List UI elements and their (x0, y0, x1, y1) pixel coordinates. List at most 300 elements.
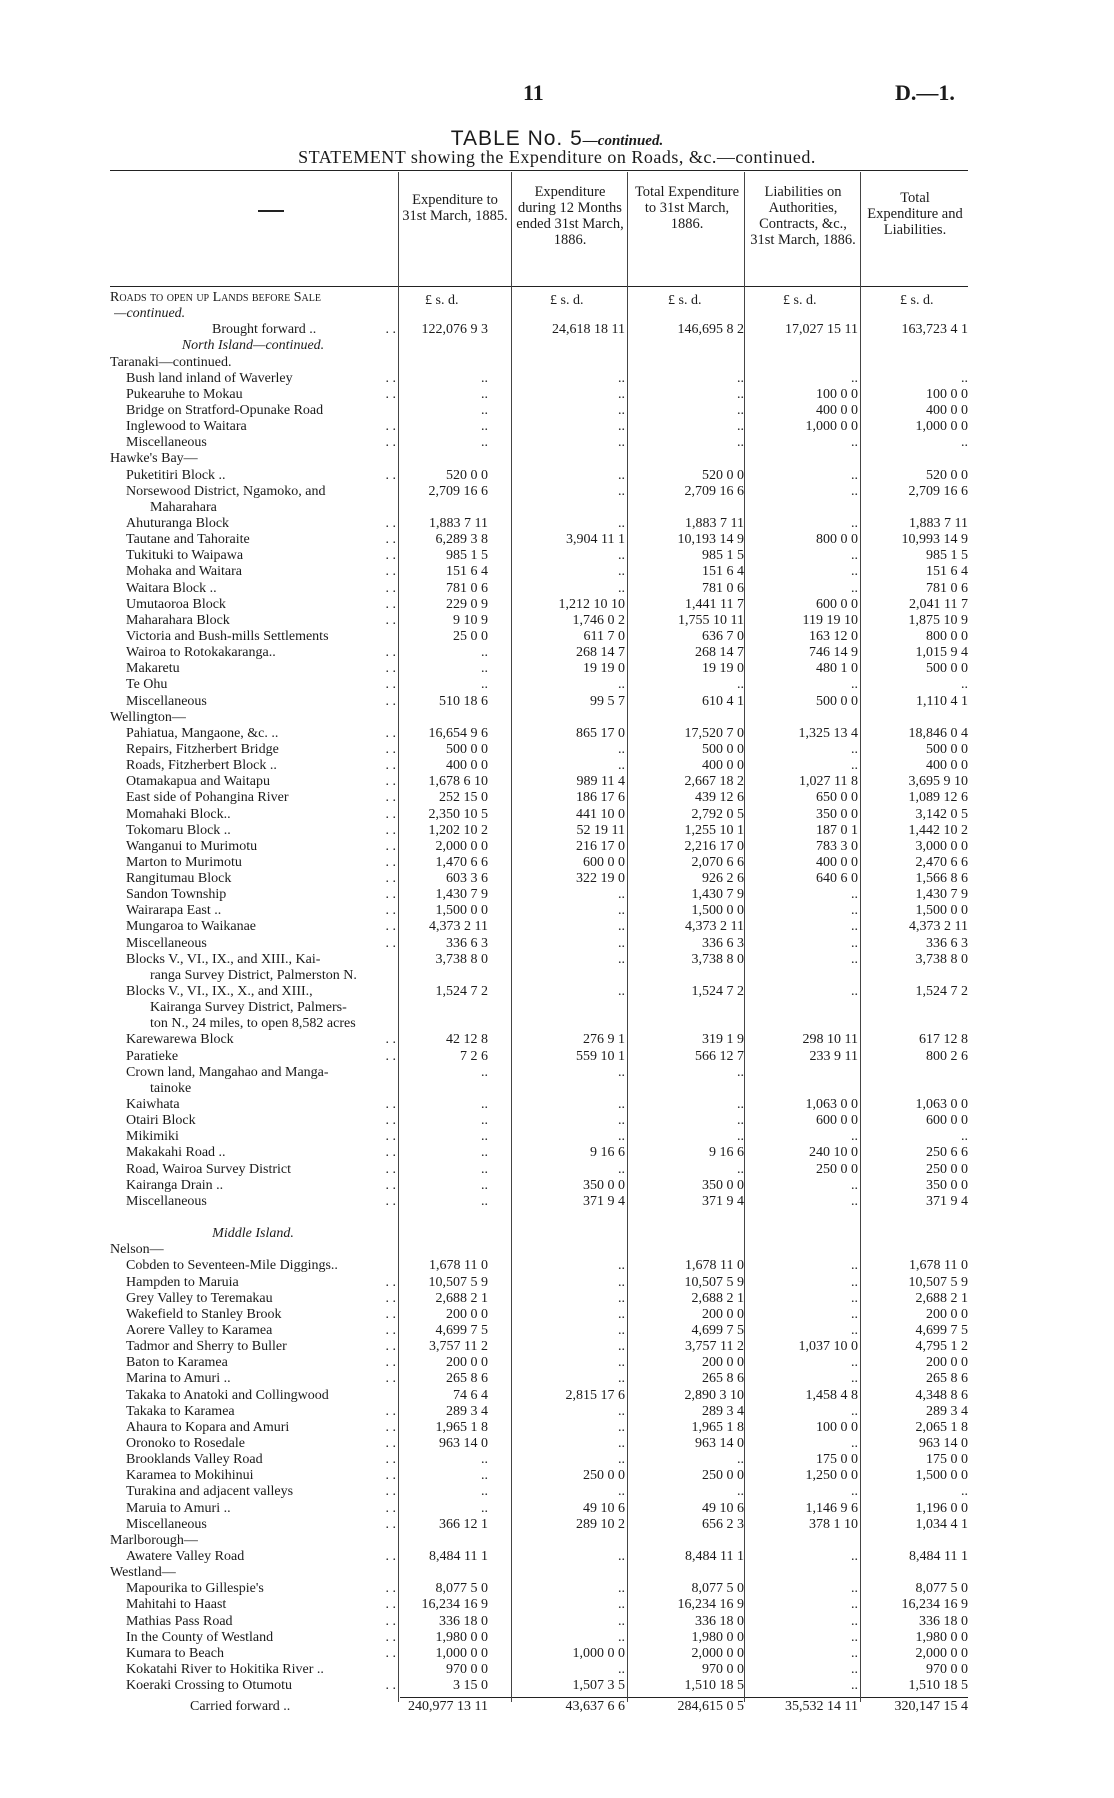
row-label (150, 500, 434, 516)
table-row (0, 677, 1114, 693)
row-label (126, 403, 396, 419)
table-row (0, 371, 1114, 387)
row-label-text: Crown land, Mangahao and Manga- (126, 1064, 329, 1080)
cell-value: 963 14 0 (919, 1435, 968, 1451)
row-label (212, 322, 396, 338)
cell-value: 250 6 6 (926, 1145, 968, 1161)
row-label (126, 629, 396, 645)
cell-value: 500 0 0 (926, 661, 968, 677)
cell-value: 187 0 1 (816, 822, 858, 838)
row-label (126, 1178, 396, 1194)
cell-value: 400 0 0 (816, 854, 858, 870)
cell-value: .. (618, 419, 625, 435)
cell-value: .. (851, 1371, 858, 1387)
row-label (126, 952, 396, 968)
row-label (126, 1097, 396, 1113)
cell-value: .. (618, 1548, 625, 1564)
table-row (0, 1081, 1114, 1097)
cell-value: .. (851, 1193, 858, 1209)
leader-dots: . . (385, 580, 396, 596)
cell-value: 1,883 7 11 (685, 515, 744, 531)
cell-value: .. (737, 402, 744, 418)
cell-value: 1,430 7 9 (691, 887, 744, 903)
cell-value: .. (618, 1129, 625, 1145)
row-label (126, 1501, 396, 1517)
row-label-text: Otairi Block (126, 1113, 196, 1129)
cell-value: 2,688 2 1 (915, 1290, 968, 1306)
row-label-text: Mapourika to Gillespie's (126, 1581, 264, 1597)
carried-forward-value: 43,637 6 6 (565, 1699, 625, 1714)
cell-value: 4,373 2 11 (429, 919, 488, 935)
cell-value: .. (618, 1113, 625, 1129)
row-label (126, 726, 396, 742)
cell-value: 985 1 5 (926, 548, 968, 564)
table-row (0, 403, 1114, 419)
cell-value: 2,000 0 0 (915, 1645, 968, 1661)
cell-value: 336 6 3 (926, 935, 968, 951)
cell-value: 400 0 0 (816, 402, 858, 418)
cell-value: 650 0 0 (816, 790, 858, 806)
table-row (0, 484, 1114, 500)
cell-value: 636 7 0 (702, 628, 744, 644)
cell-value: 8,077 5 0 (691, 1581, 744, 1597)
cell-value: 336 6 3 (446, 935, 488, 951)
leader-dots: . . (385, 677, 396, 693)
cell-value: 250 0 0 (926, 1161, 968, 1177)
cell-value: .. (851, 1129, 858, 1145)
row-label-text: Miscellaneous (126, 935, 207, 951)
cell-value: 1,965 1 8 (435, 1419, 488, 1435)
table-row (0, 1178, 1114, 1194)
row-label (126, 1468, 396, 1484)
row-label (126, 1145, 396, 1161)
table-row (0, 419, 1114, 435)
table-row (0, 903, 1114, 919)
table-subtitle: STATEMENT showing the Expenditure on Roads, &c.—continued. (298, 147, 816, 167)
header-top-rule (110, 170, 968, 171)
cell-value: .. (737, 1452, 744, 1468)
cell-value: 265 8 6 (702, 1371, 744, 1387)
leader-dots: . . (385, 774, 396, 790)
row-label-text: Bush land inland of Waverley (126, 370, 293, 386)
cell-value: 559 10 1 (576, 1048, 625, 1064)
leader-dots: . . (385, 1581, 396, 1597)
cell-value: 1,000 0 0 (915, 419, 968, 435)
cell-value: 8,484 11 1 (685, 1548, 744, 1564)
leader-dots: . . (385, 1516, 396, 1532)
table-row (0, 1291, 1114, 1307)
row-label-text: Puketitiri Block .. (126, 467, 226, 483)
cell-value: 10,993 14 9 (901, 532, 968, 548)
row-label-text: Tautane and Tahoraite (126, 532, 250, 548)
table-row (0, 968, 1114, 984)
cell-value: .. (851, 887, 858, 903)
cell-value: 1,255 10 1 (684, 822, 744, 838)
cell-value: 336 18 0 (919, 1613, 968, 1629)
row-label (126, 1323, 396, 1339)
row-label (126, 387, 396, 403)
cell-value: 1,524 7 2 (435, 984, 488, 1000)
cell-value: 16,234 16 9 (421, 1597, 488, 1613)
row-label (126, 613, 396, 629)
cell-value: 19 19 0 (702, 661, 744, 677)
row-label (126, 484, 396, 500)
row-label-text: Ahaura to Kopara and Amuri (126, 1419, 290, 1435)
table-row (0, 1404, 1114, 1420)
cell-value: 1,430 7 9 (435, 887, 488, 903)
cell-value: 9 16 6 (709, 1145, 744, 1161)
row-label (126, 823, 396, 839)
row-label (126, 774, 396, 790)
table-row (0, 645, 1114, 661)
leader-dots: . . (385, 1323, 396, 1338)
cell-value: 1,000 0 0 (805, 419, 858, 435)
row-label (126, 1662, 396, 1678)
row-label-text: Oronoko to Rosedale (126, 1435, 245, 1451)
cell-value: .. (851, 1613, 858, 1629)
cell-value: 1,965 1 8 (691, 1419, 744, 1435)
cell-value: 366 12 1 (439, 1516, 488, 1532)
cell-value: 6,289 3 8 (435, 532, 488, 548)
cell-value: 250 0 0 (702, 1468, 744, 1484)
cell-value: .. (851, 1661, 858, 1677)
cell-value: 1,146 9 6 (805, 1500, 858, 1516)
row-label (150, 1081, 434, 1097)
table-row (0, 871, 1114, 887)
row-label-text: Momahaki Block.. (126, 806, 231, 822)
leader-dots: . . (385, 1339, 396, 1355)
table-row (0, 1452, 1114, 1468)
cell-value: 252 15 0 (439, 790, 488, 806)
cell-value: .. (618, 1403, 625, 1419)
leader-dots: . . (385, 1161, 396, 1177)
table-row (0, 516, 1114, 532)
cell-value: .. (851, 515, 858, 531)
row-label (126, 1614, 396, 1630)
cell-value: .. (737, 1484, 744, 1500)
carried-forward-value: 320,147 15 4 (894, 1699, 968, 1714)
row-label-text: Mohaka and Waitara (126, 564, 243, 580)
carried-forward-value: 35,532 14 11 (785, 1699, 858, 1714)
row-label-text: Rangitumau Block (126, 871, 232, 887)
cell-value: 963 14 0 (695, 1435, 744, 1451)
row-label-text: Marlborough— (110, 1532, 198, 1548)
row-label (114, 306, 398, 322)
leader-dots: . . (385, 1032, 396, 1048)
cell-value: 985 1 5 (446, 548, 488, 564)
leader-dots: . . (385, 1274, 396, 1290)
cell-value: .. (618, 1161, 625, 1177)
cell-value: 1,250 0 0 (805, 1468, 858, 1484)
row-label-text: Otamakapua and Waitapu (126, 774, 271, 790)
cell-value: 100 0 0 (816, 386, 858, 402)
table-row (0, 290, 1114, 306)
row-label (150, 1016, 434, 1032)
cell-value: .. (618, 1581, 625, 1597)
page-number: 11 (523, 80, 544, 105)
row-label (110, 1565, 394, 1581)
row-label-text: Roads to open up Lands before Sale (110, 290, 321, 305)
cell-value: .. (961, 435, 968, 451)
cell-value: .. (851, 741, 858, 757)
cell-value: 617 12 8 (919, 1032, 968, 1048)
row-label (126, 1630, 396, 1646)
cell-value: .. (851, 758, 858, 774)
row-label (126, 936, 396, 952)
cell-value: 781 0 6 (446, 580, 488, 596)
row-label (110, 338, 396, 354)
cell-value: .. (618, 564, 625, 580)
row-label (126, 516, 396, 532)
cell-value: .. (618, 919, 625, 935)
table-row (0, 1210, 1114, 1226)
row-label (126, 1549, 396, 1565)
cell-value: .. (618, 402, 625, 418)
carried-forward-value: 240,977 13 11 (408, 1699, 488, 1714)
cell-value: .. (737, 370, 744, 386)
cell-value: .. (961, 677, 968, 693)
leader-dots: . . (385, 806, 396, 822)
cell-value: 1,000 0 0 (572, 1645, 625, 1661)
cell-value: 19 19 0 (583, 661, 625, 677)
row-label-text: Turakina and adjacent valleys (126, 1484, 294, 1500)
table-row (0, 710, 1114, 726)
row-label-text: Wellington— (110, 709, 186, 725)
row-label (126, 758, 396, 774)
cell-value: 500 0 0 (926, 741, 968, 757)
cell-value: 8,484 11 1 (909, 1548, 968, 1564)
cell-value: 265 8 6 (446, 1371, 488, 1387)
table-row (0, 1016, 1114, 1032)
row-label-text: Wanganui to Murimotu (126, 838, 258, 854)
cell-value: 1,458 4 8 (805, 1387, 858, 1403)
table-row (0, 1517, 1114, 1533)
table-title-continued: —continued. (582, 133, 664, 149)
cell-value: 1,678 11 0 (909, 1258, 968, 1274)
row-label-text: Wairarapa East .. (126, 903, 222, 919)
row-label (110, 290, 394, 306)
cell-value: 268 14 7 (695, 645, 744, 661)
cell-value: 371 9 4 (583, 1193, 625, 1209)
row-label-text: Maharahara Block (126, 612, 230, 628)
cell-value: 10,507 5 9 (428, 1274, 488, 1290)
table-row (0, 306, 1114, 322)
table-row (0, 1242, 1114, 1258)
cell-value: 200 0 0 (926, 1355, 968, 1371)
cell-value: .. (737, 1097, 744, 1113)
col-header-expenditure-12-months: Expenditure during 12 Months ended 31st March, 1886. (516, 184, 624, 248)
cell-value: 441 10 0 (576, 806, 625, 822)
cell-value: .. (618, 1290, 625, 1306)
cell-value: 2,709 16 6 (908, 483, 968, 499)
row-label-text: Takaka to Anatoki and Collingwood (126, 1387, 329, 1403)
row-label-text: Taranaki—continued. (110, 354, 232, 370)
cell-value: 600 0 0 (816, 596, 858, 612)
cell-value: 100 0 0 (926, 386, 968, 402)
cell-value: 336 6 3 (702, 935, 744, 951)
cell-value: .. (851, 1290, 858, 1306)
leader-dots: . . (385, 1613, 396, 1629)
table-row (0, 451, 1114, 467)
row-label (126, 371, 396, 387)
leader-dots: . . (385, 725, 396, 741)
leader-dots: . . (385, 419, 396, 435)
cell-value: 400 0 0 (926, 402, 968, 418)
cell-value: .. (851, 1548, 858, 1564)
table-row (0, 468, 1114, 484)
cell-value: .. (737, 1113, 744, 1129)
row-label (126, 790, 396, 806)
cell-value: .. (851, 370, 858, 386)
cell-value: 510 18 6 (439, 693, 488, 709)
row-label-text: Brooklands Valley Road (126, 1452, 263, 1468)
cell-value: 800 2 6 (926, 1048, 968, 1064)
leader-dots: . . (385, 1177, 396, 1193)
leader-dots: . . (385, 515, 396, 531)
table-row (0, 548, 1114, 564)
cell-value: .. (481, 1193, 488, 1209)
cell-value: .. (851, 1323, 858, 1338)
cell-value: 17,027 15 11 (785, 322, 858, 338)
cell-value: 289 10 2 (576, 1516, 625, 1532)
cell-value: .. (618, 951, 625, 967)
cell-value: 2,667 18 2 (684, 774, 744, 790)
row-label (126, 581, 396, 597)
cell-value: .. (481, 386, 488, 402)
cell-value: 520 0 0 (702, 467, 744, 483)
table-row (0, 807, 1114, 823)
row-label-text: Maruia to Amuri .. (126, 1500, 231, 1516)
row-label (126, 1275, 396, 1291)
cell-value: 10,507 5 9 (684, 1274, 744, 1290)
row-label (110, 1226, 396, 1242)
leader-dots: . . (385, 1435, 396, 1451)
cell-value: 250 0 0 (816, 1161, 858, 1177)
leader-dots: . . (385, 1629, 396, 1645)
row-label-text: East side of Pohangina River (126, 790, 289, 806)
cell-value: 1,027 11 8 (799, 774, 858, 790)
cell-value: 4,795 1 2 (915, 1339, 968, 1355)
cell-value: 2,688 2 1 (691, 1290, 744, 1306)
cell-value: 119 19 10 (802, 612, 858, 628)
cell-value: 240 10 0 (809, 1145, 858, 1161)
cell-value: .. (618, 1097, 625, 1113)
cell-value: 520 0 0 (446, 467, 488, 483)
leader-dots: . . (385, 1306, 396, 1322)
carried-forward-row (0, 1699, 1114, 1715)
cell-value: 4,699 7 5 (915, 1323, 968, 1338)
cell-value: 3,695 9 10 (908, 774, 968, 790)
table-row (0, 1113, 1114, 1129)
cell-value: 500 0 0 (446, 741, 488, 757)
table-row (0, 936, 1114, 952)
cell-value: 600 0 0 (816, 1113, 858, 1129)
row-label-text: Miscellaneous (126, 435, 207, 451)
cell-value: .. (618, 758, 625, 774)
cell-value: 319 1 9 (702, 1032, 744, 1048)
cell-value: 2,709 16 6 (684, 483, 744, 499)
cell-value: .. (618, 1613, 625, 1629)
cell-value: .. (851, 984, 858, 1000)
table-row (0, 1420, 1114, 1436)
cell-value: 350 0 0 (583, 1177, 625, 1193)
row-label-text: Sandon Township (126, 887, 227, 903)
row-label-text: Makakahi Road .. (126, 1145, 226, 1161)
cell-value: 122,076 9 3 (421, 322, 488, 338)
carried-forward-value: 284,615 0 5 (677, 1699, 744, 1714)
row-label (126, 661, 396, 677)
cell-value: 17,520 7 0 (684, 725, 744, 741)
cell-value: .. (481, 402, 488, 418)
cell-value: 3 15 0 (453, 1678, 488, 1694)
cell-value: 2,000 0 0 (691, 1645, 744, 1661)
cell-value: 1,980 0 0 (435, 1629, 488, 1645)
cell-value: 175 0 0 (926, 1452, 968, 1468)
cell-value: .. (618, 1371, 625, 1387)
cell-value: 3,000 0 0 (915, 838, 968, 854)
table-body (0, 290, 1114, 1694)
row-label (126, 1113, 396, 1129)
units-col-3: £ s. d. (668, 293, 702, 308)
cell-value: .. (851, 1177, 858, 1193)
cell-value: 289 3 4 (702, 1403, 744, 1419)
row-label-text: Makaretu (126, 661, 180, 677)
row-label-text: Miscellaneous (126, 1516, 207, 1532)
cell-value: 970 0 0 (926, 1661, 968, 1677)
cell-value: 3,142 0 5 (915, 806, 968, 822)
table-row (0, 1662, 1114, 1678)
cell-value: 8,077 5 0 (435, 1581, 488, 1597)
cell-value: .. (481, 645, 488, 661)
cell-value: 963 14 0 (439, 1435, 488, 1451)
row-label-text: Roads, Fitzherbert Block .. (126, 758, 277, 774)
table-row (0, 1065, 1114, 1081)
cell-value: 200 0 0 (446, 1306, 488, 1322)
cell-value: .. (481, 1452, 488, 1468)
cell-value: 3,738 8 0 (691, 951, 744, 967)
cell-value: .. (481, 1484, 488, 1500)
cell-value: 2,070 6 6 (691, 854, 744, 870)
table-row (0, 613, 1114, 629)
leader-dots: . . (385, 1452, 396, 1468)
cell-value: 1,507 3 5 (572, 1678, 625, 1694)
cell-value: 25 0 0 (453, 628, 488, 644)
row-label-text: Wakefield to Stanley Brook (126, 1306, 282, 1322)
table-row (0, 597, 1114, 613)
cell-value: 42 12 8 (446, 1032, 488, 1048)
row-label-text: Ahuturanga Block (126, 515, 230, 531)
table-row (0, 1565, 1114, 1581)
row-label-text: ranga Survey District, Palmerston N. (150, 967, 357, 983)
row-label-text: Aorere Valley to Karamea (126, 1323, 273, 1338)
cell-value: 1,500 0 0 (915, 903, 968, 919)
cell-value: 2,000 0 0 (435, 838, 488, 854)
cell-value: 2,041 11 7 (909, 596, 968, 612)
table-row (0, 1468, 1114, 1484)
cell-value: .. (851, 1678, 858, 1694)
cell-value: 800 0 0 (816, 532, 858, 548)
cell-value: .. (481, 1500, 488, 1516)
row-label (126, 1646, 396, 1662)
cell-value: .. (618, 1274, 625, 1290)
row-label-text: Waitara Block .. (126, 580, 217, 596)
cell-value: .. (851, 1403, 858, 1419)
table-row (0, 1646, 1114, 1662)
cell-value: .. (618, 1661, 625, 1677)
leader-dots: . . (385, 1484, 396, 1500)
cell-value: 1,212 10 10 (558, 596, 625, 612)
table-row (0, 742, 1114, 758)
